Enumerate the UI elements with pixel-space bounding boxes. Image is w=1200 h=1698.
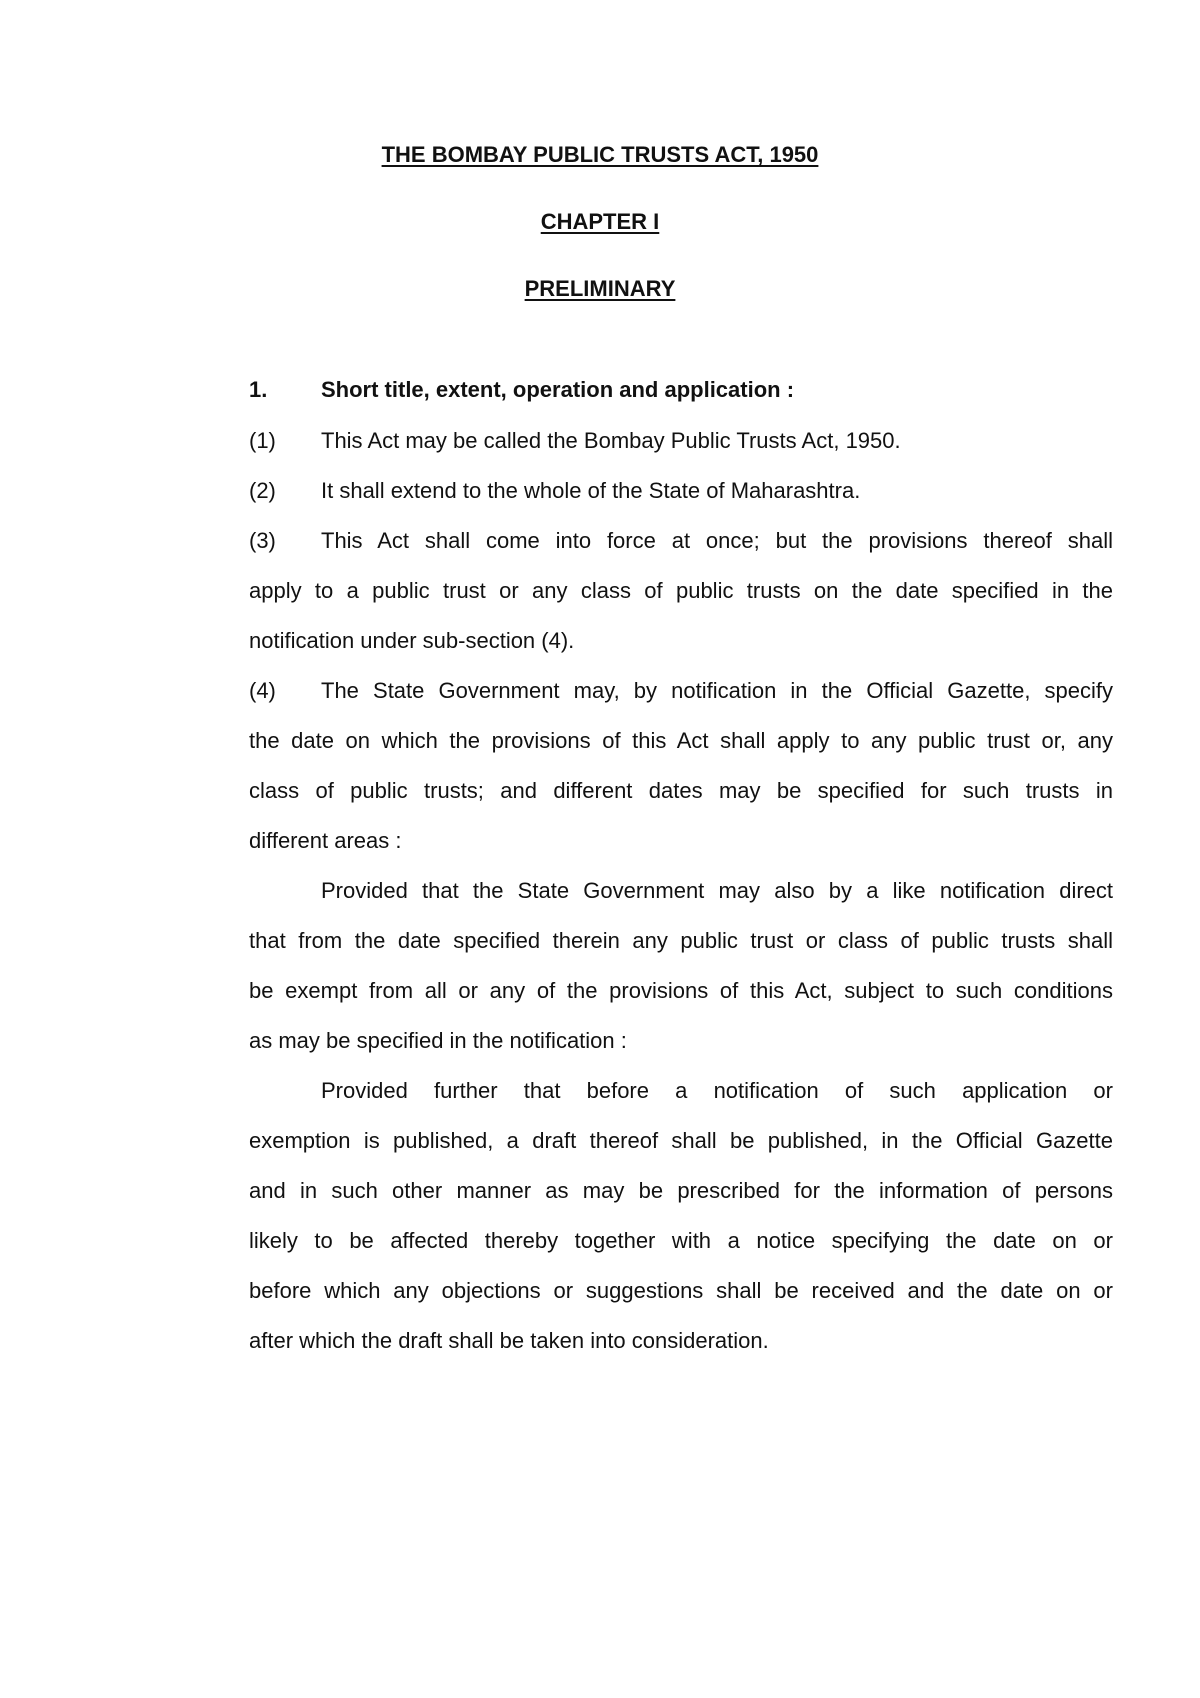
clause-4-line: class of public trusts; and different dates may be specified for such trusts in (249, 778, 1113, 803)
proviso-1-line: as may be specified in the notification : (249, 1028, 627, 1053)
chapter-number: CHAPTER I (540, 209, 660, 234)
proviso-2-line: before which any objections or suggestions shall be received and the date on or (249, 1278, 1113, 1303)
proviso-2-line: and in such other manner as may be prescribed for the information of persons (249, 1178, 1113, 1203)
proviso-2-line: Provided further that before a notification of such application or (321, 1078, 1113, 1103)
section-heading: Short title, extent, operation and application : (321, 377, 795, 402)
clause-number: (3) (249, 528, 276, 553)
act-title: THE BOMBAY PUBLIC TRUSTS ACT, 1950 (381, 142, 819, 167)
proviso-1-line: that from the date specified therein any public trust or class of public trusts shall (249, 928, 1113, 953)
proviso-2-line: exemption is published, a draft thereof shall be published, in the Official Gazette (249, 1128, 1113, 1153)
proviso-1-line: be exempt from all or any of the provisions of this Act, subject to such conditions (249, 978, 1113, 1003)
chapter-title: PRELIMINARY (524, 276, 676, 301)
section-number: 1. (249, 377, 268, 402)
clause-3-line: notification under sub-section (4). (249, 628, 575, 653)
clause-number: (1) (249, 428, 276, 453)
clause-number: (2) (249, 478, 276, 503)
proviso-2-line: likely to be affected thereby together with a notice specifying the date on or (249, 1228, 1113, 1253)
clause-text: The State Government may, by notification in the Official Gazette, specify (321, 678, 1113, 703)
clause-text: This Act may be called the Bombay Public Trusts Act, 1950. (321, 428, 901, 453)
clause-number: (4) (249, 678, 276, 703)
clause-3-line: apply to a public trust or any class of public trusts on the date specified in the (249, 578, 1113, 603)
clause-4-line: different areas : (249, 828, 402, 853)
clause-text: It shall extend to the whole of the State of Maharashtra. (321, 478, 861, 503)
proviso-2-line: after which the draft shall be taken into consideration. (249, 1328, 769, 1353)
proviso-1-line: Provided that the State Government may also by a like notification direct (321, 878, 1113, 903)
clause-4-line: the date on which the provisions of this Act shall apply to any public trust or, any (249, 728, 1113, 753)
clause-text: This Act shall come into force at once; but the provisions thereof shall (321, 528, 1113, 553)
